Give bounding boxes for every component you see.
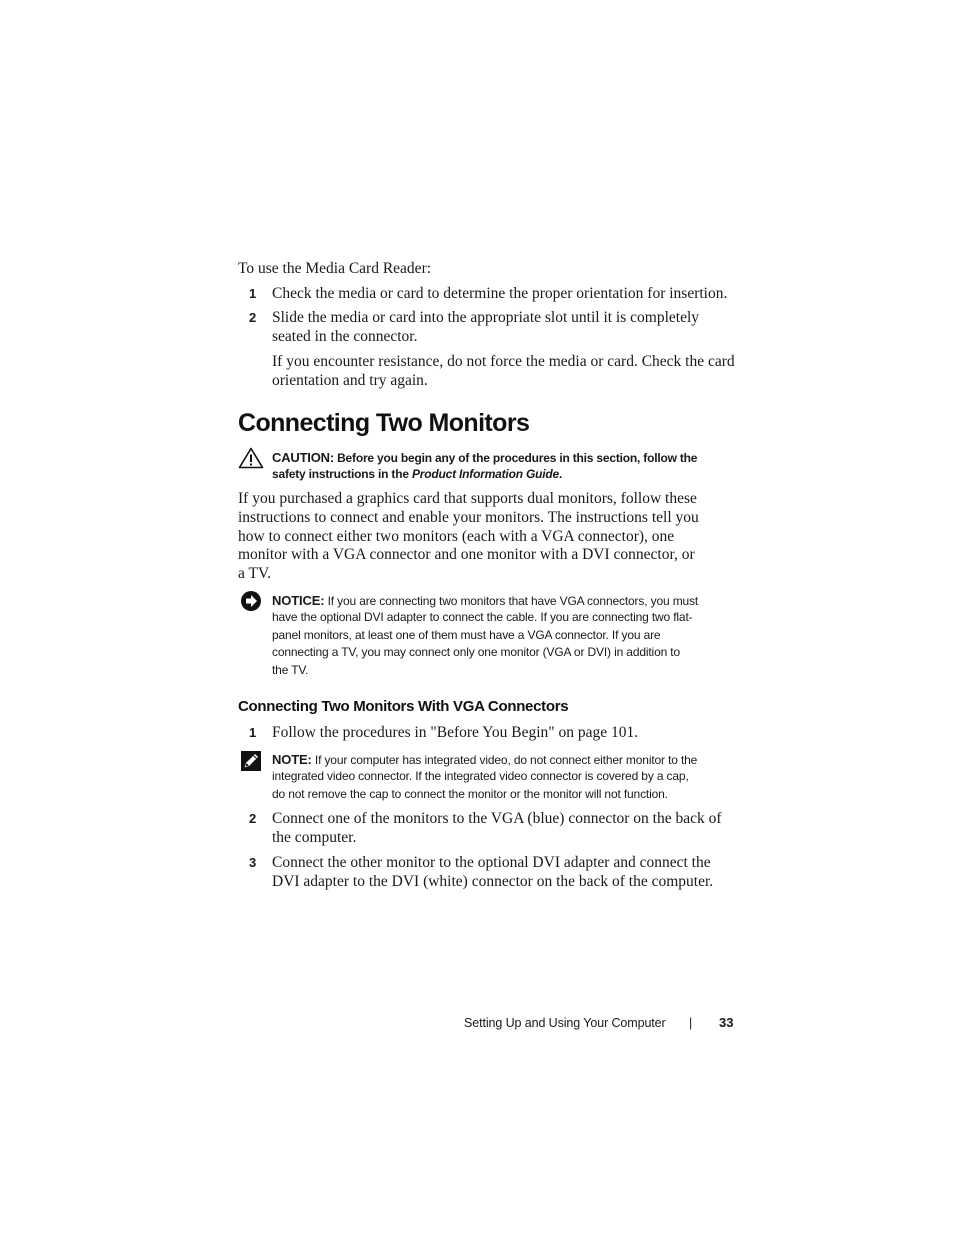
step-followup-continued: orientation and try again. xyxy=(272,372,428,389)
step-text: Slide the media or card into the appropriate slot until it is completely xyxy=(272,309,700,326)
step-number: 1 xyxy=(249,286,257,301)
notice-line-1 xyxy=(272,592,698,611)
note-pencil-icon xyxy=(240,750,262,772)
notice-line: have the optional DVI adapter to connect the cable. If you are connecting two flat- xyxy=(272,610,693,624)
paragraph-line: If you purchased a graphics card that supports dual monitors, follow these xyxy=(238,490,697,507)
step-text-continued: the computer. xyxy=(272,829,357,846)
caution-text-prefix: safety instructions in the xyxy=(272,467,412,481)
notice-line: panel monitors, at least one of them must have a VGA connector. If you are xyxy=(272,628,661,642)
note-line: do not remove the cap to connect the monitor or the monitor will not function. xyxy=(272,787,668,801)
step-text: Follow the procedures in "Before You Begin" on page 101. xyxy=(272,724,639,741)
notice-text: If you are connecting two monitors that have VGA connectors, you must xyxy=(327,594,699,608)
step-text-continued: seated in the connector. xyxy=(272,328,418,345)
caution-label: CAUTION: xyxy=(272,450,334,465)
notice-arrow-icon xyxy=(240,590,262,612)
step-number: 2 xyxy=(249,811,257,826)
note-label: NOTE: xyxy=(272,752,312,767)
notice-line: the TV. xyxy=(272,663,309,677)
footer-section-name: Setting Up and Using Your Computer xyxy=(464,1016,666,1030)
step-text: Connect the other monitor to the optional DVI adapter and connect the xyxy=(272,854,711,871)
note-line-1 xyxy=(272,751,697,770)
caution-text: Before you begin any of the procedures in this section, follow the xyxy=(337,451,698,465)
step-number: 1 xyxy=(249,725,257,740)
caution-line-2 xyxy=(272,466,562,483)
caution-text-suffix: . xyxy=(558,467,563,481)
caution-triangle-icon xyxy=(238,447,264,469)
step-text-continued: DVI adapter to the DVI (white) connector on the back of the computer. xyxy=(272,873,714,890)
notice-label: NOTICE: xyxy=(272,593,325,608)
step-number: 3 xyxy=(249,855,257,870)
paragraph-line: a TV. xyxy=(238,565,272,582)
footer-separator: | xyxy=(689,1016,693,1030)
paragraph-line: how to connect either two monitors (each with a VGA connector), one xyxy=(238,528,675,545)
section-title: Connecting Two Monitors xyxy=(238,409,530,437)
paragraph-line: monitor with a VGA connector and one monitor with a DVI connector, or xyxy=(238,546,695,563)
subsection-title: Connecting Two Monitors With VGA Connectors xyxy=(238,698,569,715)
intro-lead: To use the Media Card Reader: xyxy=(238,260,432,277)
notice-line: connecting a TV, you may connect only one monitor (VGA or DVI) in addition to xyxy=(272,645,681,659)
note-text: If your computer has integrated video, do not connect either monitor to the xyxy=(314,753,698,767)
step-text: Connect one of the monitors to the VGA (blue) connector on the back of xyxy=(272,810,722,827)
page-number: 33 xyxy=(719,1015,734,1030)
step-text: Check the media or card to determine the proper orientation for insertion. xyxy=(272,285,728,302)
paragraph-line: instructions to connect and enable your monitors. The instructions tell you xyxy=(238,509,699,526)
caution-line-1 xyxy=(272,449,697,467)
step-followup: If you encounter resistance, do not force the media or card. Check the card xyxy=(272,353,735,370)
caution-guide-title: Product Information Guide xyxy=(411,467,559,481)
note-line: integrated video connector. If the integrated video connector is covered by a cap, xyxy=(272,769,689,783)
step-number: 2 xyxy=(249,310,257,325)
